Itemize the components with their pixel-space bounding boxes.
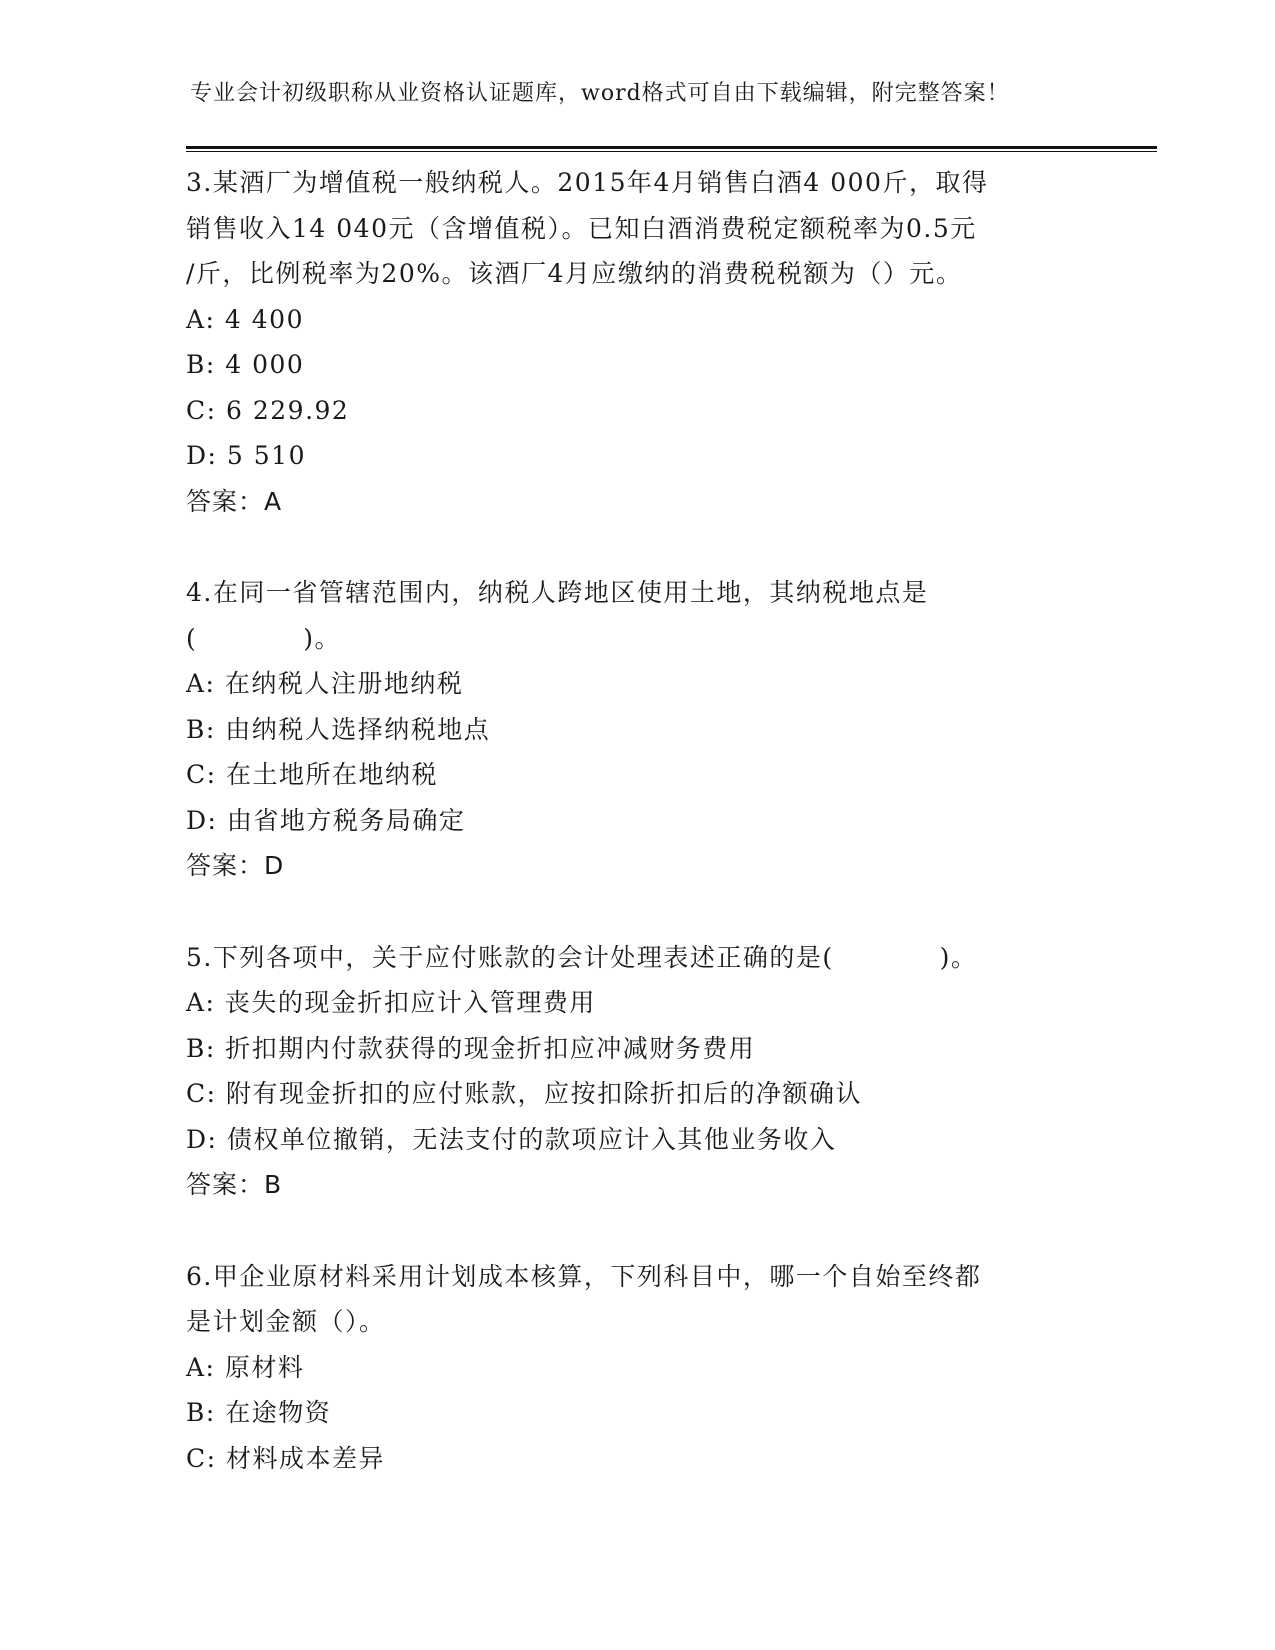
spacer xyxy=(186,524,1086,570)
option-d: D: 由省地方税务局确定 xyxy=(186,805,466,835)
option-c: C: 附有现金折扣的应付账款，应按扣除折扣后的净额确认 xyxy=(186,1079,863,1108)
option-c: C: 在土地所在地纳税 xyxy=(186,760,438,789)
option-d: D: 5 510 xyxy=(186,441,306,470)
question-stem-line: ( )。 xyxy=(186,623,342,653)
question-4 xyxy=(186,570,1086,889)
option-b: B: 折扣期内付款获得的现金折扣应冲减财务费用 xyxy=(186,1033,756,1063)
answer-line: 答案：A xyxy=(186,486,283,516)
header-rule-thin xyxy=(186,151,1157,152)
question-stem-line: 6.甲企业原材料采用计划成本核算，下列科目中，哪一个自始至终都 xyxy=(186,1261,982,1291)
question-stem-line: 5.下列各项中，关于应付账款的会计处理表述正确的是( )。 xyxy=(186,942,978,972)
page-header: 专业会计初级职称从业资格认证题库，word格式可自由下载编辑，附完整答案！ xyxy=(190,81,1010,106)
header-rule-thick xyxy=(186,146,1157,149)
option-a: A: 丧失的现金折扣应计入管理费用 xyxy=(186,988,596,1017)
question-6 xyxy=(186,1254,1086,1482)
spacer xyxy=(186,889,1086,935)
question-3 xyxy=(186,160,1086,524)
question-stem-line: 4.在同一省管辖范围内，纳税人跨地区使用土地，其纳税地点是 xyxy=(186,578,929,607)
option-b: B: 在途物资 xyxy=(186,1398,332,1427)
question-stem-line: 3.某酒厂为增值税一般纳税人。2015年4月销售白酒4 000斤，取得 xyxy=(186,168,989,197)
question-stem-line: /斤，比例税率为20%。该酒厂4月应缴纳的消费税税额为（）元。 xyxy=(186,259,963,288)
question-stem-line: 是计划金额（）。 xyxy=(186,1307,386,1336)
option-a: A: 原材料 xyxy=(186,1352,305,1382)
option-c: C: 材料成本差异 xyxy=(186,1443,385,1473)
option-c: C: 6 229.92 xyxy=(186,395,350,425)
answer-line: 答案：D xyxy=(186,851,285,880)
option-a: A: 在纳税人注册地纳税 xyxy=(186,669,464,698)
option-a: A: 4 400 xyxy=(186,304,304,334)
option-b: B: 由纳税人选择纳税地点 xyxy=(186,714,491,744)
question-list xyxy=(186,160,1086,1481)
answer-line: 答案：B xyxy=(186,1170,283,1199)
option-b: B: 4 000 xyxy=(186,350,305,379)
question-5 xyxy=(186,935,1086,1208)
spacer xyxy=(186,1208,1086,1254)
question-stem-line: 销售收入14 040元（含增值税）。已知白酒消费税定额税率为0.5元 xyxy=(186,213,977,243)
option-d: D: 债权单位撤销，无法支付的款项应计入其他业务收入 xyxy=(186,1124,837,1154)
